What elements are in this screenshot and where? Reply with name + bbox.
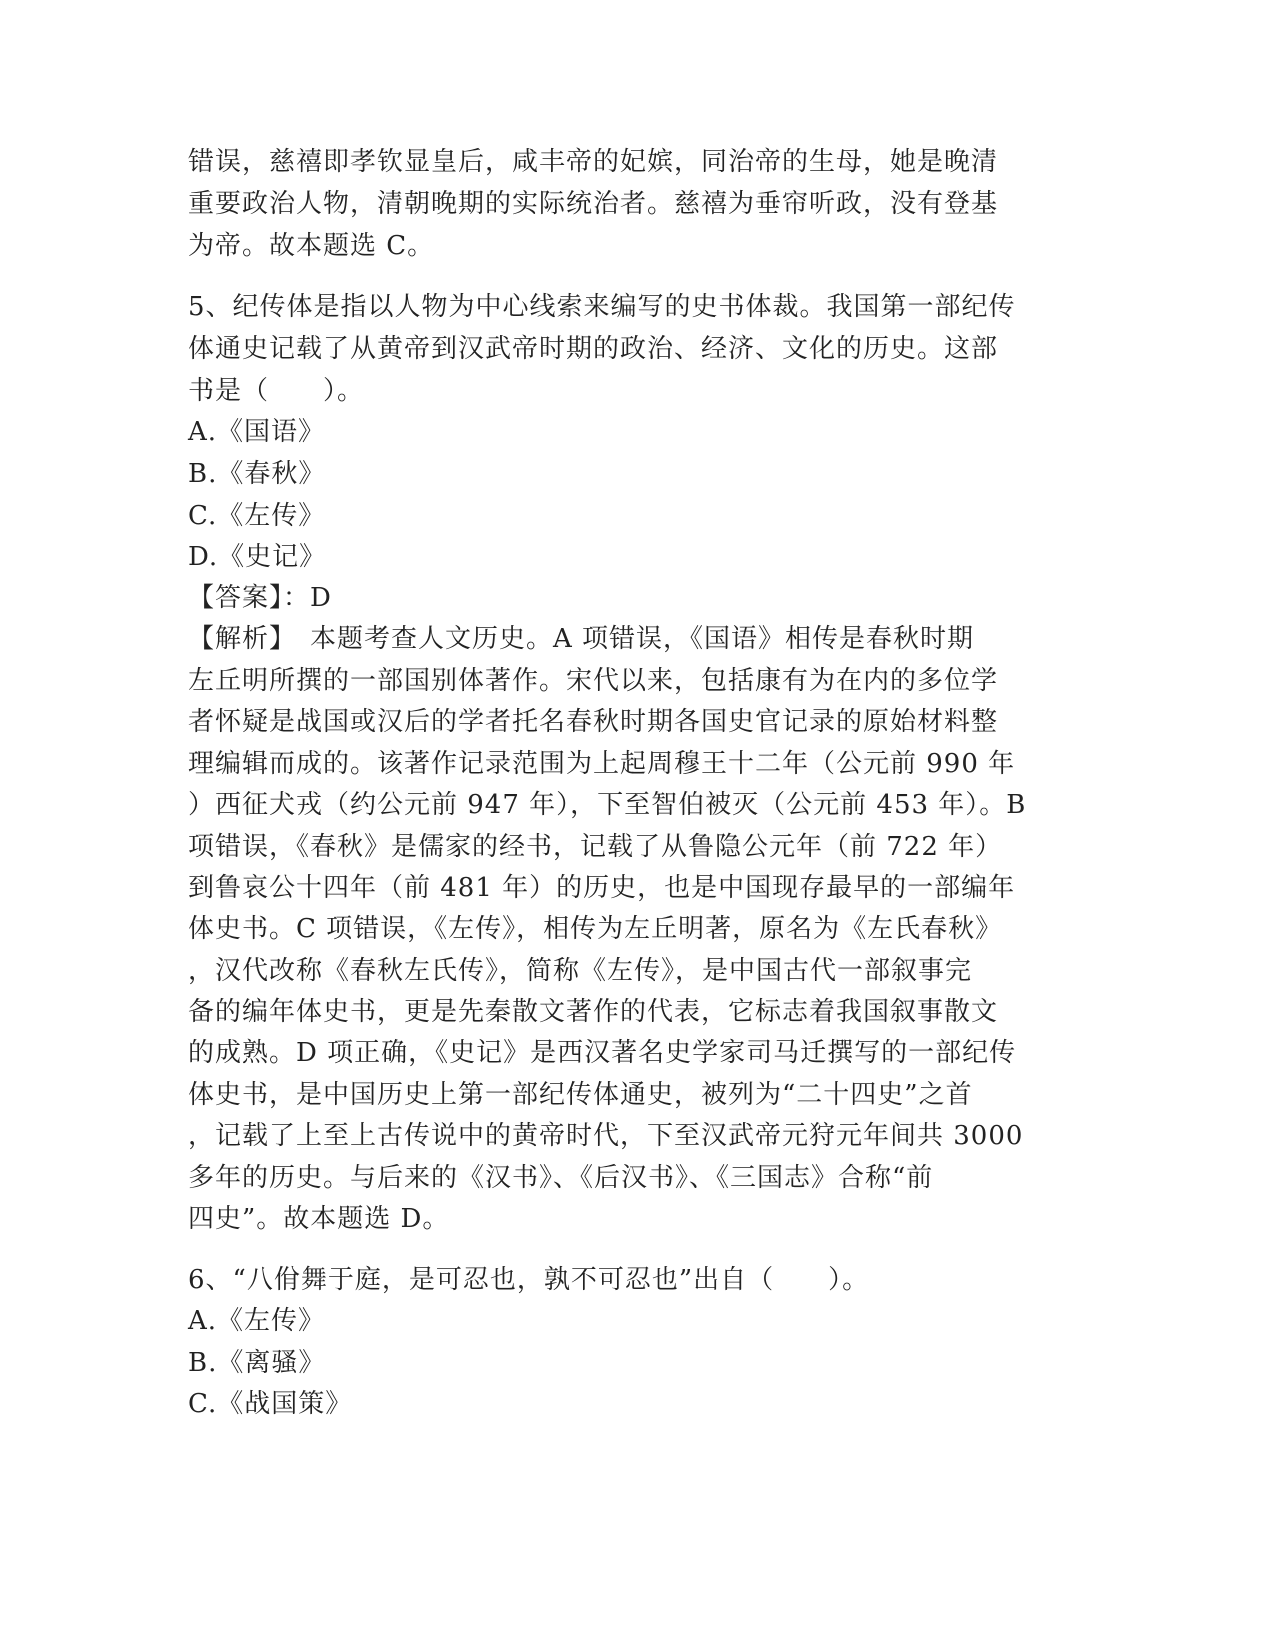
question-5-answer: 【答案】：D bbox=[188, 583, 332, 613]
question-5-option-d: D.《史记》 bbox=[188, 542, 327, 572]
question-5-stem: 5、纪传体是指以人物为中心线索来编写的史书体裁。我国第一部纪传 bbox=[188, 292, 1016, 322]
analysis-line: 左丘明所撰的一部国别体著作。宋代以来，包括康有为在内的多位学 bbox=[188, 666, 999, 696]
continuation-line: 为帝。故本题选 C。 bbox=[188, 231, 435, 261]
continuation-line: 重要政治人物，清朝晚期的实际统治者。慈禧为垂帘听政，没有登基 bbox=[188, 189, 999, 219]
analysis-line: 项错误，《春秋》是儒家的经书，记载了从鲁隐公元年（前 722 年） bbox=[188, 832, 1003, 862]
analysis-line: ，汉代改称《春秋左氏传》，简称《左传》，是中国古代一部叙事完 bbox=[188, 956, 973, 986]
question-5-option-a: A.《国语》 bbox=[188, 417, 326, 447]
question-5-option-b: B.《春秋》 bbox=[188, 459, 326, 489]
analysis-line: 四史”。故本题选 D。 bbox=[188, 1204, 450, 1234]
analysis-line: 者怀疑是战国或汉后的学者托名春秋时期各国史官记录的原始材料整 bbox=[188, 707, 999, 737]
analysis-line: 【解析】 本题考查人文历史。A 项错误，《国语》相传是春秋时期 bbox=[188, 624, 975, 654]
analysis-line: 备的编年体史书，更是先秦散文著作的代表，它标志着我国叙事散文 bbox=[188, 997, 999, 1027]
question-6-option-a: A.《左传》 bbox=[188, 1306, 326, 1336]
analysis-line: 的成熟。D 项正确，《史记》是西汉著名史学家司马迁撰写的一部纪传 bbox=[188, 1038, 1017, 1068]
question-6-option-c: C.《战国策》 bbox=[188, 1389, 353, 1419]
question-5-option-c: C.《左传》 bbox=[188, 501, 326, 531]
analysis-line: 到鲁哀公十四年（前 481 年）的历史，也是中国现存最早的一部编年 bbox=[188, 873, 1016, 903]
analysis-line: ，记载了上至上古传说中的黄帝时代，下至汉武帝元狩元年间共 3000 bbox=[188, 1121, 1024, 1151]
continuation-line: 错误，慈禧即孝钦显皇后，咸丰帝的妃嫔，同治帝的生母，她是晚清 bbox=[188, 147, 999, 177]
analysis-line: ）西征犬戎（约公元前 947 年），下至智伯被灭（公元前 453 年）。B bbox=[188, 790, 1027, 820]
analysis-line: 多年的历史。与后来的《汉书》、《后汉书》、《三国志》合称“前 bbox=[188, 1163, 934, 1193]
analysis-line: 体史书。C 项错误，《左传》，相传为左丘明著，原名为《左氏春秋》 bbox=[188, 914, 1003, 944]
question-6-option-b: B.《离骚》 bbox=[188, 1348, 326, 1378]
analysis-line: 体史书，是中国历史上第一部纪传体通史，被列为“二十四史”之首 bbox=[188, 1080, 973, 1110]
question-6-stem: 6、“八佾舞于庭，是可忍也，孰不可忍也”出自（ ）。 bbox=[188, 1265, 870, 1295]
analysis-line: 理编辑而成的。该著作记录范围为上起周穆王十二年（公元前 990 年 bbox=[188, 749, 1016, 779]
question-5-stem: 书是（ ）。 bbox=[188, 376, 365, 406]
question-5-stem: 体通史记载了从黄帝到汉武帝时期的政治、经济、文化的历史。这部 bbox=[188, 334, 999, 364]
